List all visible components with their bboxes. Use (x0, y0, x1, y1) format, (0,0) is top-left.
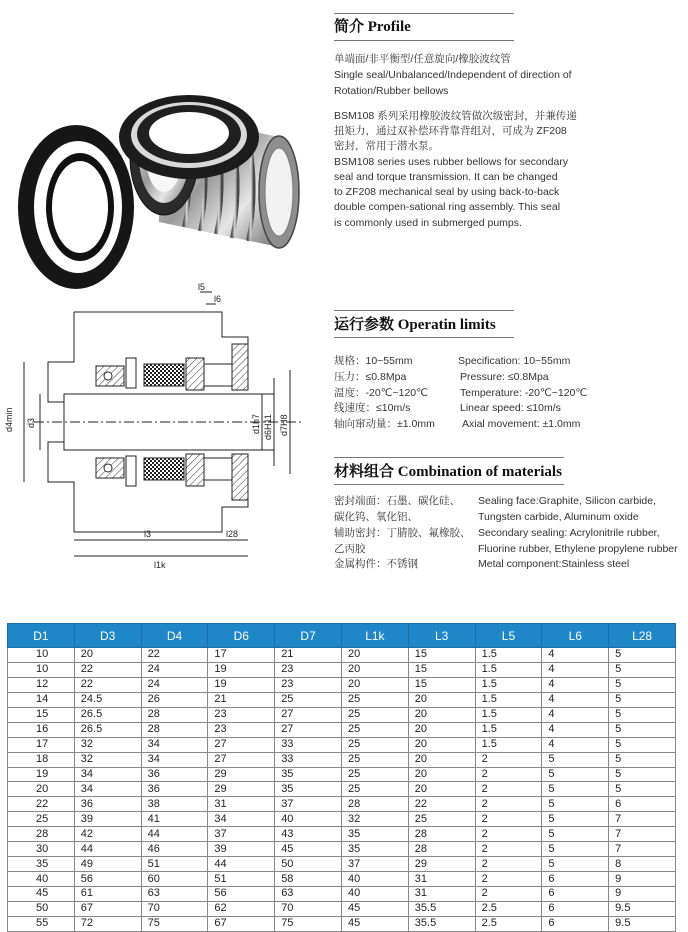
limit-cn-spec: 规格：10~55mm (334, 355, 413, 367)
table-cell: 60 (141, 872, 208, 887)
table-row (8, 752, 676, 767)
table-cell: 6 (542, 901, 609, 916)
table-cell: 32 (341, 812, 408, 827)
mat-cn-1: 密封端面：石墨、碳化硅、 (334, 495, 460, 507)
table-cell: 20 (74, 648, 141, 663)
table-cell: 2.5 (475, 916, 542, 931)
table-cell: 58 (275, 872, 342, 887)
table-cell: 6 (542, 887, 609, 902)
mat-en-1: Sealing face:Graphite, Silicon carbide, (478, 495, 657, 507)
profile-en-line-2: Rotation/Rubber bellows (334, 85, 449, 97)
table-cell: 5 (609, 722, 676, 737)
table-cell: 5 (542, 752, 609, 767)
table-cell: 5 (542, 812, 609, 827)
table-cell: 31 (208, 797, 275, 812)
table-cell: 20 (408, 752, 475, 767)
limit-en-spec: Specification: 10~55mm (458, 355, 571, 367)
top-ring (119, 95, 259, 179)
table-cell: 62 (208, 901, 275, 916)
table-row (8, 872, 676, 887)
housing-outline-top (48, 312, 74, 402)
table-cell: 37 (275, 797, 342, 812)
table-cell: 19 (208, 677, 275, 692)
table-cell: 1.5 (475, 722, 542, 737)
limits-heading-block (334, 313, 514, 339)
product-photo (14, 42, 314, 292)
table-cell: 10 (8, 648, 75, 663)
table-cell: 25 (341, 752, 408, 767)
table-cell: 20 (341, 648, 408, 663)
table-cell: 35.5 (408, 916, 475, 931)
col-header-d6: D6 (208, 624, 275, 648)
table-row (8, 662, 676, 677)
table-cell: 33 (275, 737, 342, 752)
limit-cn-temperature: 温度：-20℃~120℃ (334, 387, 428, 399)
table-cell: 5 (609, 707, 676, 722)
table-cell: 5 (609, 692, 676, 707)
table-cell: 41 (141, 812, 208, 827)
table-cell: 45 (275, 842, 342, 857)
table-cell: 21 (275, 648, 342, 663)
table-cell: 34 (141, 752, 208, 767)
table-cell: 25 (8, 812, 75, 827)
table-cell: 25 (341, 767, 408, 782)
table-cell: 2 (475, 812, 542, 827)
table-cell: 1.5 (475, 737, 542, 752)
table-row (8, 842, 676, 857)
table-cell: 15 (408, 677, 475, 692)
label-d7: d7H8 (279, 414, 289, 436)
col-header-l1k: L1k (341, 624, 408, 648)
table-cell: 43 (275, 827, 342, 842)
table-cell: 27 (208, 737, 275, 752)
table-cell: 56 (208, 887, 275, 902)
label-l28: l28 (226, 529, 239, 539)
profile-en-line-1: Single seal/Unbalanced/Independent of direction of (334, 69, 572, 81)
table-cell: 5 (542, 827, 609, 842)
desc-en-4: double compen-sational ring assembly. This seal (334, 201, 561, 213)
col-header-l6: L6 (542, 624, 609, 648)
table-cell: 21 (208, 692, 275, 707)
table-cell: 20 (408, 737, 475, 752)
table-cell: 2 (475, 827, 542, 842)
table-cell: 27 (275, 707, 342, 722)
table-cell: 34 (74, 767, 141, 782)
table-cell: 27 (275, 722, 342, 737)
limit-cn-pressure: 压力：≤0.8Mpa (334, 371, 407, 383)
table-cell: 6 (542, 916, 609, 931)
table-cell: 35 (8, 857, 75, 872)
table-cell: 25 (341, 737, 408, 752)
table-cell: 35 (275, 782, 342, 797)
table-cell: 49 (74, 857, 141, 872)
table-cell: 50 (275, 857, 342, 872)
mat-cn-5: 金属构件：不锈钢 (334, 558, 418, 570)
limit-en-speed: Linear speed: ≤10m/s (460, 402, 561, 414)
table-cell: 19 (8, 767, 75, 782)
table-cell: 5 (609, 737, 676, 752)
table-cell: 37 (208, 827, 275, 842)
table-cell: 1.5 (475, 707, 542, 722)
table-cell: 9 (609, 887, 676, 902)
table-cell: 20 (408, 782, 475, 797)
table-cell: 15 (408, 648, 475, 663)
table-cell: 27 (208, 752, 275, 767)
table-row (8, 648, 676, 663)
materials-heading-block (334, 460, 564, 486)
table-cell: 39 (208, 842, 275, 857)
table-cell: 30 (8, 842, 75, 857)
desc-en-5: is commonly used in submerged pumps. (334, 217, 522, 229)
cross-section-drawing (4, 282, 326, 572)
table-cell: 29 (208, 782, 275, 797)
mat-en-3: Secondary sealing: Acrylonitrile rubber, (478, 527, 660, 539)
table-cell: 70 (275, 901, 342, 916)
table-cell: 63 (141, 887, 208, 902)
table-cell: 4 (542, 692, 609, 707)
label-l6: l6 (214, 294, 222, 304)
table-cell: 9 (609, 872, 676, 887)
limit-cn-speed: 线速度：≤10m/s (334, 402, 411, 414)
table-cell: 20 (408, 767, 475, 782)
table-cell: 40 (275, 812, 342, 827)
table-cell: 55 (8, 916, 75, 931)
profile-heading-block (334, 15, 514, 41)
table-cell: 70 (141, 901, 208, 916)
limit-en-pressure: Pressure: ≤0.8Mpa (460, 371, 549, 383)
table-cell: 44 (74, 842, 141, 857)
table-cell: 32 (74, 752, 141, 767)
table-cell: 7 (609, 827, 676, 842)
table-cell: 2 (475, 767, 542, 782)
table-cell: 20 (408, 722, 475, 737)
table-cell: 25 (341, 782, 408, 797)
label-l5: l5 (198, 282, 206, 292)
table-cell: 23 (275, 677, 342, 692)
table-cell: 5 (609, 782, 676, 797)
table-cell: 20 (341, 677, 408, 692)
table-cell: 67 (74, 901, 141, 916)
table-row (8, 722, 676, 737)
table-cell: 22 (74, 662, 141, 677)
table-cell: 5 (542, 767, 609, 782)
table-cell: 40 (8, 872, 75, 887)
label-d3: d3 (26, 417, 36, 428)
table-cell: 36 (74, 797, 141, 812)
table-cell: 9.5 (609, 916, 676, 931)
profile-cn-line: 单端面/非平衡型/任意旋向/橡胶波纹管 (334, 53, 511, 65)
table-cell: 20 (8, 782, 75, 797)
table-cell: 4 (542, 737, 609, 752)
table-cell: 35.5 (408, 901, 475, 916)
table-row (8, 857, 676, 872)
table-cell: 9.5 (609, 901, 676, 916)
table-cell: 22 (141, 648, 208, 663)
col-header-l3: L3 (408, 624, 475, 648)
table-cell: 33 (275, 752, 342, 767)
table-cell: 45 (341, 901, 408, 916)
table-cell: 34 (141, 737, 208, 752)
table-cell: 4 (542, 662, 609, 677)
col-header-d4: D4 (141, 624, 208, 648)
mat-en-4: Fluorine rubber, Ethylene propylene rubber (478, 543, 678, 555)
table-cell: 31 (408, 872, 475, 887)
table-cell: 6 (609, 797, 676, 812)
table-cell: 63 (275, 887, 342, 902)
table-cell: 37 (341, 857, 408, 872)
table-cell: 29 (408, 857, 475, 872)
table-cell: 2.5 (475, 901, 542, 916)
table-cell: 15 (8, 707, 75, 722)
table-cell: 23 (208, 707, 275, 722)
col-header-d7: D7 (275, 624, 342, 648)
table-cell: 5 (609, 648, 676, 663)
housing-outline-bottom (48, 442, 74, 532)
table-cell: 4 (542, 722, 609, 737)
table-cell: 2 (475, 857, 542, 872)
table-cell: 67 (208, 916, 275, 931)
table-cell: 1.5 (475, 692, 542, 707)
desc-cn-2: 扭矩力，通过双补偿环背靠背组对，可成为 ZF208 (334, 125, 567, 137)
table-cell: 20 (408, 707, 475, 722)
limit-en-axial: Axial movement: ±1.0mm (462, 418, 581, 430)
limit-cn-axial: 轴向窜动量：±1.0mm (334, 418, 435, 430)
table-cell: 35 (341, 827, 408, 842)
table-cell: 5 (542, 797, 609, 812)
col-header-l5: L5 (475, 624, 542, 648)
table-row (8, 737, 676, 752)
table-body (8, 648, 676, 932)
table-cell: 2 (475, 782, 542, 797)
table-cell: 25 (408, 812, 475, 827)
table-cell: 24.5 (74, 692, 141, 707)
table-cell: 10 (8, 662, 75, 677)
table-cell: 51 (141, 857, 208, 872)
table-cell: 25 (341, 722, 408, 737)
table-cell: 46 (141, 842, 208, 857)
table-cell: 5 (609, 767, 676, 782)
table-row (8, 901, 676, 916)
table-cell: 25 (341, 707, 408, 722)
table-cell: 44 (208, 857, 275, 872)
seat-ring (18, 125, 134, 289)
table-cell: 28 (408, 827, 475, 842)
table-cell: 28 (408, 842, 475, 857)
table-cell: 20 (341, 662, 408, 677)
table-cell: 22 (74, 677, 141, 692)
table-cell: 75 (275, 916, 342, 931)
table-cell: 45 (8, 887, 75, 902)
table-cell: 23 (208, 722, 275, 737)
table-cell: 75 (141, 916, 208, 931)
table-row (8, 887, 676, 902)
table-cell: 17 (8, 737, 75, 752)
table-cell: 5 (609, 752, 676, 767)
label-d6: d6H11 (263, 414, 273, 440)
table-cell: 4 (542, 707, 609, 722)
table-cell: 34 (74, 782, 141, 797)
table-cell: 72 (74, 916, 141, 931)
table-row (8, 827, 676, 842)
table-cell: 12 (8, 677, 75, 692)
table-cell: 16 (8, 722, 75, 737)
table-cell: 42 (74, 827, 141, 842)
table-cell: 39 (74, 812, 141, 827)
table-cell: 32 (74, 737, 141, 752)
table-cell: 24 (141, 662, 208, 677)
table-cell: 22 (408, 797, 475, 812)
table-cell: 35 (341, 842, 408, 857)
table-cell: 44 (141, 827, 208, 842)
table-header-row (8, 624, 676, 648)
table-cell: 24 (141, 677, 208, 692)
table-cell: 25 (275, 692, 342, 707)
label-l3: l3 (144, 529, 152, 539)
table-cell: 7 (609, 842, 676, 857)
desc-cn-3: 密封，常用于潜水泵。 (334, 140, 439, 152)
table-cell: 2 (475, 842, 542, 857)
table-cell: 2 (475, 752, 542, 767)
table-cell: 8 (609, 857, 676, 872)
col-header-l28: L28 (609, 624, 676, 648)
table-cell: 35 (275, 767, 342, 782)
table-cell: 40 (341, 887, 408, 902)
label-d1: d1h7 (251, 413, 261, 434)
table-cell: 5 (542, 857, 609, 872)
profile-heading: 简介 Profile (334, 19, 411, 35)
table-cell: 31 (408, 887, 475, 902)
table-cell: 20 (408, 692, 475, 707)
col-header-d1: D1 (8, 624, 75, 648)
table-cell: 45 (341, 916, 408, 931)
table-cell: 26.5 (74, 722, 141, 737)
table-cell: 7 (609, 812, 676, 827)
dimensions-table (7, 623, 676, 932)
table-cell: 28 (141, 707, 208, 722)
table-row (8, 782, 676, 797)
desc-en-3: to ZF208 mechanical seal by using back-to-back (334, 186, 560, 198)
table-cell: 6 (542, 872, 609, 887)
table-cell: 28 (141, 722, 208, 737)
table-row (8, 812, 676, 827)
table-cell: 5 (609, 677, 676, 692)
table-row (8, 797, 676, 812)
table-cell: 18 (8, 752, 75, 767)
table-cell: 19 (208, 662, 275, 677)
table-cell: 4 (542, 677, 609, 692)
table-cell: 1.5 (475, 648, 542, 663)
table-cell: 1.5 (475, 662, 542, 677)
table-cell: 29 (208, 767, 275, 782)
table-row (8, 677, 676, 692)
table-cell: 1.5 (475, 677, 542, 692)
limit-en-temperature: Temperature: -20℃~120℃ (460, 387, 588, 399)
table-row (8, 707, 676, 722)
col-header-d3: D3 (74, 624, 141, 648)
table-cell: 2 (475, 872, 542, 887)
table-cell: 5 (542, 842, 609, 857)
table-cell: 40 (341, 872, 408, 887)
table-row (8, 767, 676, 782)
materials-heading: 材料组合 Combination of materials (334, 464, 562, 480)
table-cell: 23 (275, 662, 342, 677)
table-cell: 36 (141, 767, 208, 782)
table-cell: 61 (74, 887, 141, 902)
mat-cn-3: 辅助密封：丁腈胶、氟橡胶、 (334, 527, 471, 539)
table-cell: 5 (609, 662, 676, 677)
desc-cn-1: BSM108 系列采用橡胶波纹管做次级密封，并兼传递 (334, 110, 577, 122)
table-cell: 14 (8, 692, 75, 707)
limits-heading: 运行参数 Operatin limits (334, 317, 496, 333)
table-cell: 56 (74, 872, 141, 887)
table-cell: 5 (542, 782, 609, 797)
table-cell: 51 (208, 872, 275, 887)
table-row (8, 692, 676, 707)
mat-en-2: Tungsten carbide, Aluminum oxide (478, 511, 639, 523)
table-cell: 15 (408, 662, 475, 677)
table-cell: 28 (341, 797, 408, 812)
table-cell: 38 (141, 797, 208, 812)
table-cell: 25 (341, 692, 408, 707)
mat-en-5: Metal component:Stainless steel (478, 558, 630, 570)
table-cell: 4 (542, 648, 609, 663)
label-l1k: l1k (154, 560, 166, 570)
label-d4: d4min (4, 407, 14, 432)
table-cell: 22 (8, 797, 75, 812)
table-cell: 17 (208, 648, 275, 663)
table-cell: 36 (141, 782, 208, 797)
desc-en-2: seal and torque transmission. It can be changed (334, 171, 558, 183)
table-cell: 2 (475, 797, 542, 812)
mat-cn-2: 碳化钨、氧化铝、 (334, 511, 418, 523)
table-cell: 28 (8, 827, 75, 842)
table-cell: 50 (8, 901, 75, 916)
desc-en-1: BSM108 series uses rubber bellows for secondary (334, 156, 569, 168)
table-cell: 2 (475, 887, 542, 902)
table-cell: 26.5 (74, 707, 141, 722)
table-cell: 26 (141, 692, 208, 707)
table-cell: 34 (208, 812, 275, 827)
mat-cn-4: 乙丙胶 (334, 543, 366, 555)
